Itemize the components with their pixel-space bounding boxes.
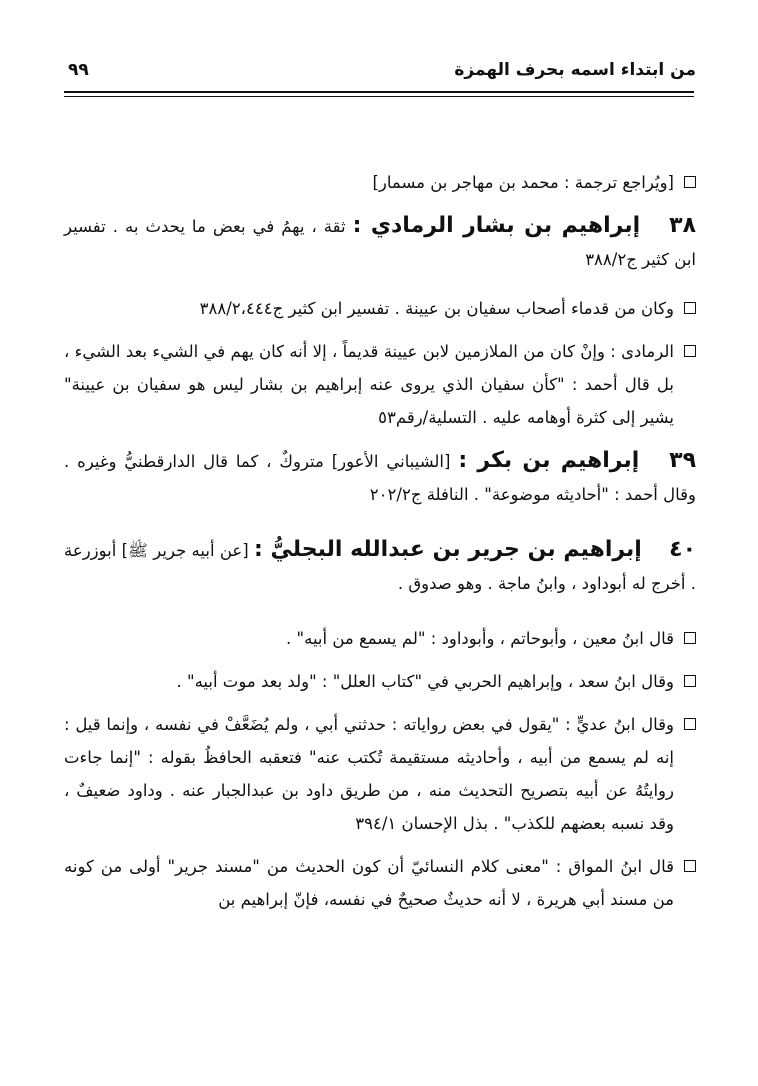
header-rule-thin	[64, 96, 694, 97]
square-bullet-icon	[684, 860, 696, 872]
header-rule-thick	[64, 91, 694, 93]
square-bullet-icon	[684, 345, 696, 357]
entry-text: ثقة ، يهمُ في بعض ما يحدث به . تفسير ابن كثير ج٣٨٨/٢	[64, 217, 696, 269]
page-body	[64, 166, 696, 916]
bullet-item	[64, 622, 696, 655]
running-title: من ابتداء اسمه بحرف الهمزة	[454, 60, 696, 80]
bullet-item	[64, 850, 696, 916]
bullet-item	[64, 166, 696, 199]
entry-text: [عن أبيه جرير ﷺ] أبوزرعة . أخرج له أبوداود ، وابنُ ماجة . وهو صدوق .	[64, 541, 696, 593]
bullet-text: [ويُراجع ترجمة : محمد بن مهاجر بن مسمار]	[372, 173, 674, 192]
bullet-item	[64, 292, 696, 325]
entry-number: ٣٩	[669, 448, 697, 473]
bullet-item	[64, 665, 696, 698]
entry-name: إبراهيم بن بكر :	[458, 448, 640, 473]
bullet-item	[64, 708, 696, 840]
square-bullet-icon	[684, 176, 696, 188]
bullet-text: قال ابنُ معين ، وأبوحاتم ، وأبوداود : "لم يسمع من أبيه" .	[286, 629, 674, 648]
entry-number: ٣٨	[669, 213, 697, 238]
bullet-text: وقال ابنُ سعد ، وإبراهيم الحربي في "كتاب العلل" : "ولد بعد موت أبيه" .	[176, 672, 674, 691]
page-header	[62, 50, 696, 90]
entry-name: إبراهيم بن جرير بن عبدالله البجليُّ :	[254, 537, 642, 562]
page-number: ٩٩	[68, 60, 89, 80]
bullet-text: وقال ابنُ عديٍّ : "يقول في بعض رواياته : حدثني أبي ، ولم يُضَعَّفْ في نفسه ، وإنما قيل : إنه لم يسمع من أبيه ، وأحاديثه مستقيمة تُكتب عنه" فتعقبه الحافظُ بقوله : "إنما جاءت روايتُهُ عن أبيه بتصريح التحديث منه ، من طريق داود بن عبدالجبار عنه . وداود ضعيفٌ ، وقد نسبه بعضهم للكذب" . بذل الإحسان ٣٩٤/١	[64, 715, 674, 833]
bullet-item	[64, 335, 696, 434]
bullet-text: وكان من قدماء أصحاب سفيان بن عيينة . تفسير ابن كثير ج٣٨٨/٢،٤٤٤	[199, 299, 674, 318]
square-bullet-icon	[684, 675, 696, 687]
square-bullet-icon	[684, 718, 696, 730]
bullet-text: الرمادى : وإنْ كان من الملازمين لابن عيينة قديماً ، إلا أنه كان يهم في الشيء بعد الشيء ، بل قال أحمد : "كأن سفيان الذي يروى عنه إبراهيم بن بشار ليس هو سفيان بن عيينة" يشير إلى كثرة أوهامه عليه . التسلية/رقم٥٣	[64, 342, 674, 427]
entry-38	[64, 209, 696, 276]
entry-number: ٤٠	[669, 537, 697, 562]
bullet-text: قال ابنُ المواق : "معنى كلام النسائيّ أن كون الحديث من "مسند جرير" أولى من كونه من مسند أبي هريرة ، لا أنه حديثٌ صحيحٌ في نفسه، فإنّ إبراهيم بن	[64, 857, 674, 909]
square-bullet-icon	[684, 632, 696, 644]
entry-40	[64, 533, 696, 600]
entry-name: إبراهيم بن بشار الرمادي :	[352, 213, 641, 238]
square-bullet-icon	[684, 302, 696, 314]
entry-39	[64, 444, 696, 511]
entry-text: [الشيباني الأعور] متروكٌ ، كما قال الدارقطنيُّ وغيره . وقال أحمد : "أحاديثه موضوعة" . النافلة ج٢٠٢/٢	[64, 452, 696, 504]
